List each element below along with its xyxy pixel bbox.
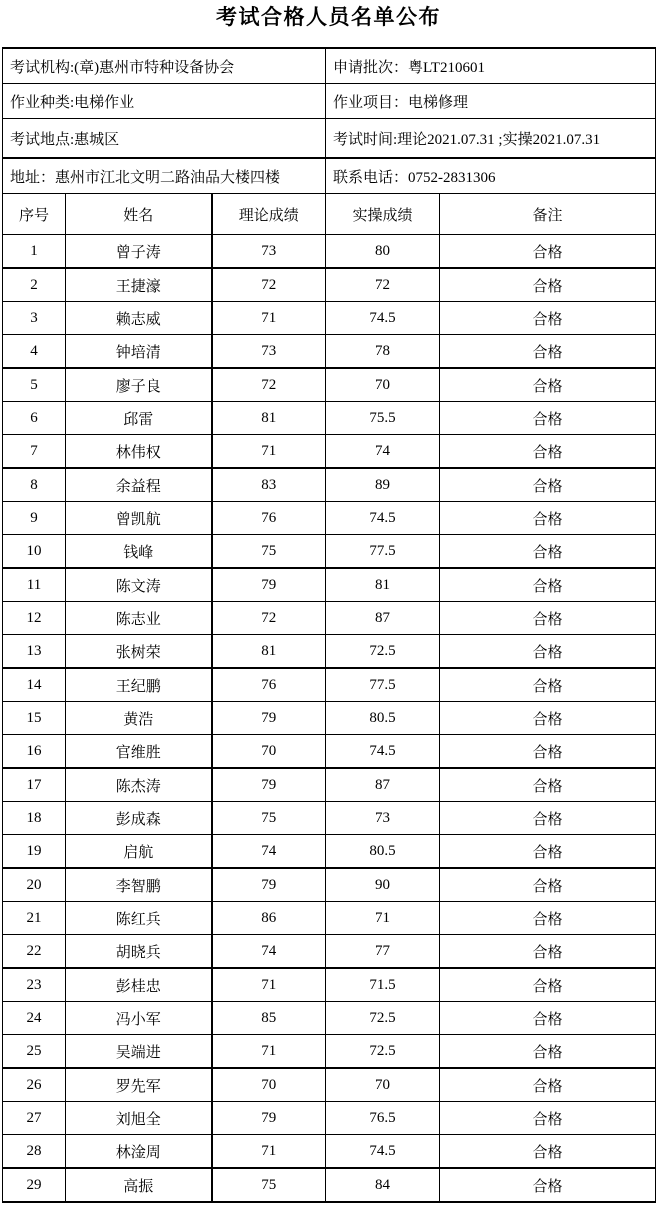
cell-index: 12 (3, 602, 66, 635)
cell-index: 20 (3, 868, 66, 902)
cell-name: 廖子良 (66, 368, 212, 402)
cell-index: 18 (3, 802, 66, 835)
cell-index: 9 (3, 502, 66, 535)
cell-remark: 合格 (440, 535, 656, 569)
cell-theory-score: 81 (212, 402, 326, 435)
results-table (2, 47, 656, 1203)
table-row (3, 535, 656, 569)
cell-theory-score: 79 (212, 1102, 326, 1135)
cell-index: 4 (3, 335, 66, 369)
cell-practical-score: 90 (326, 868, 440, 902)
cell-index: 2 (3, 268, 66, 302)
page-title: 考试合格人员名单公布 (216, 5, 441, 29)
header-theory-score: 理论成绩 (212, 194, 326, 235)
cell-theory-score: 75 (212, 802, 326, 835)
cell-theory-score: 73 (212, 235, 326, 269)
table-row (3, 735, 656, 769)
cell-theory-score: 76 (212, 668, 326, 702)
table-row (3, 602, 656, 635)
cell-index: 22 (3, 935, 66, 969)
table-row (3, 802, 656, 835)
cell-practical-score: 77 (326, 935, 440, 969)
cell-practical-score: 74.5 (326, 502, 440, 535)
cell-theory-score: 72 (212, 368, 326, 402)
cell-name: 邱雷 (66, 402, 212, 435)
cell-theory-score: 79 (212, 568, 326, 602)
cell-practical-score: 71 (326, 902, 440, 935)
cell-remark: 合格 (440, 1168, 656, 1202)
cell-index: 8 (3, 468, 66, 502)
table-row (3, 935, 656, 969)
table-row (3, 368, 656, 402)
cell-theory-score: 74 (212, 935, 326, 969)
cell-name: 官维胜 (66, 735, 212, 769)
table-row (3, 1102, 656, 1135)
cell-name: 启航 (66, 835, 212, 869)
cell-index: 13 (3, 635, 66, 669)
cell-name: 陈志业 (66, 602, 212, 635)
cell-index: 5 (3, 368, 66, 402)
cell-index: 1 (3, 235, 66, 269)
cell-theory-score: 73 (212, 335, 326, 369)
cell-name: 钱峰 (66, 535, 212, 569)
cell-practical-score: 72.5 (326, 1002, 440, 1035)
info-row (3, 119, 656, 159)
header-remark: 备注 (440, 194, 656, 235)
info-cell-right: 作业项目：电梯修理 (326, 84, 656, 119)
cell-remark: 合格 (440, 268, 656, 302)
cell-theory-score: 76 (212, 502, 326, 535)
cell-name: 冯小军 (66, 1002, 212, 1035)
cell-name: 赖志威 (66, 302, 212, 335)
table-row (3, 635, 656, 669)
cell-index: 29 (3, 1168, 66, 1202)
cell-remark: 合格 (440, 402, 656, 435)
cell-practical-score: 78 (326, 335, 440, 369)
cell-theory-score: 70 (212, 735, 326, 769)
cell-theory-score: 71 (212, 435, 326, 469)
cell-remark: 合格 (440, 935, 656, 969)
table-row (3, 235, 656, 269)
cell-name: 彭成森 (66, 802, 212, 835)
cell-theory-score: 72 (212, 268, 326, 302)
info-cell-right: 考试时间:理论2021.07.31 ;实操2021.07.31 (326, 119, 656, 159)
cell-theory-score: 83 (212, 468, 326, 502)
table-row (3, 702, 656, 735)
cell-name: 刘旭全 (66, 1102, 212, 1135)
cell-theory-score: 70 (212, 1068, 326, 1102)
cell-name: 吴端进 (66, 1035, 212, 1069)
cell-name: 王纪鹏 (66, 668, 212, 702)
cell-practical-score: 73 (326, 802, 440, 835)
cell-remark: 合格 (440, 602, 656, 635)
cell-practical-score: 77.5 (326, 535, 440, 569)
cell-name: 陈文涛 (66, 568, 212, 602)
cell-remark: 合格 (440, 568, 656, 602)
info-cell-left: 地址：惠州市江北文明二路油品大楼四楼 (3, 158, 326, 194)
table-row (3, 402, 656, 435)
cell-practical-score: 77.5 (326, 668, 440, 702)
cell-practical-score: 70 (326, 1068, 440, 1102)
cell-index: 26 (3, 1068, 66, 1102)
cell-name: 张树荣 (66, 635, 212, 669)
cell-practical-score: 80 (326, 235, 440, 269)
cell-remark: 合格 (440, 1068, 656, 1102)
cell-name: 陈杰涛 (66, 768, 212, 802)
cell-practical-score: 76.5 (326, 1102, 440, 1135)
cell-name: 李智鹏 (66, 868, 212, 902)
cell-index: 3 (3, 302, 66, 335)
cell-remark: 合格 (440, 968, 656, 1002)
cell-theory-score: 75 (212, 1168, 326, 1202)
cell-index: 11 (3, 568, 66, 602)
cell-index: 27 (3, 1102, 66, 1135)
cell-practical-score: 84 (326, 1168, 440, 1202)
cell-name: 王捷濠 (66, 268, 212, 302)
cell-remark: 合格 (440, 868, 656, 902)
cell-name: 彭桂忠 (66, 968, 212, 1002)
cell-index: 25 (3, 1035, 66, 1069)
table-row (3, 268, 656, 302)
cell-remark: 合格 (440, 435, 656, 469)
table-row (3, 568, 656, 602)
cell-theory-score: 85 (212, 1002, 326, 1035)
cell-theory-score: 79 (212, 702, 326, 735)
cell-remark: 合格 (440, 802, 656, 835)
cell-index: 19 (3, 835, 66, 869)
cell-remark: 合格 (440, 668, 656, 702)
cell-practical-score: 72.5 (326, 635, 440, 669)
cell-practical-score: 80.5 (326, 702, 440, 735)
info-section (3, 48, 656, 194)
info-cell-left: 考试地点:惠城区 (3, 119, 326, 159)
cell-name: 高振 (66, 1168, 212, 1202)
info-row (3, 48, 656, 84)
cell-practical-score: 72.5 (326, 1035, 440, 1069)
cell-practical-score: 81 (326, 568, 440, 602)
cell-name: 胡晓兵 (66, 935, 212, 969)
cell-theory-score: 79 (212, 868, 326, 902)
cell-remark: 合格 (440, 735, 656, 769)
table-row (3, 502, 656, 535)
cell-index: 14 (3, 668, 66, 702)
cell-remark: 合格 (440, 335, 656, 369)
info-cell-right: 申请批次：粤LT210601 (326, 48, 656, 84)
cell-theory-score: 86 (212, 902, 326, 935)
score-grid (3, 194, 656, 1203)
info-row (3, 84, 656, 119)
cell-theory-score: 72 (212, 602, 326, 635)
cell-practical-score: 74.5 (326, 735, 440, 769)
header-index: 序号 (3, 194, 66, 235)
cell-name: 陈红兵 (66, 902, 212, 935)
info-row (3, 158, 656, 194)
cell-remark: 合格 (440, 768, 656, 802)
cell-name: 余益程 (66, 468, 212, 502)
cell-practical-score: 72 (326, 268, 440, 302)
cell-theory-score: 71 (212, 302, 326, 335)
cell-name: 曾凯航 (66, 502, 212, 535)
table-row (3, 1002, 656, 1035)
cell-theory-score: 71 (212, 1035, 326, 1069)
table-row (3, 1168, 656, 1202)
cell-remark: 合格 (440, 1035, 656, 1069)
table-row (3, 435, 656, 469)
cell-practical-score: 75.5 (326, 402, 440, 435)
table-row (3, 335, 656, 369)
cell-practical-score: 74.5 (326, 1135, 440, 1169)
table-row (3, 902, 656, 935)
cell-remark: 合格 (440, 702, 656, 735)
table-row (3, 468, 656, 502)
table-row (3, 1035, 656, 1069)
cell-practical-score: 74 (326, 435, 440, 469)
cell-remark: 合格 (440, 902, 656, 935)
cell-index: 15 (3, 702, 66, 735)
table-row (3, 768, 656, 802)
cell-index: 24 (3, 1002, 66, 1035)
cell-theory-score: 71 (212, 1135, 326, 1169)
cell-remark: 合格 (440, 1135, 656, 1169)
cell-theory-score: 74 (212, 835, 326, 869)
cell-theory-score: 71 (212, 968, 326, 1002)
table-row (3, 968, 656, 1002)
cell-index: 28 (3, 1135, 66, 1169)
cell-name: 林伟权 (66, 435, 212, 469)
table-row (3, 302, 656, 335)
cell-practical-score: 71.5 (326, 968, 440, 1002)
cell-name: 钟培清 (66, 335, 212, 369)
table-row (3, 1135, 656, 1169)
info-cell-left: 作业种类:电梯作业 (3, 84, 326, 119)
cell-index: 23 (3, 968, 66, 1002)
cell-practical-score: 87 (326, 602, 440, 635)
cell-index: 17 (3, 768, 66, 802)
cell-remark: 合格 (440, 502, 656, 535)
cell-index: 7 (3, 435, 66, 469)
cell-remark: 合格 (440, 235, 656, 269)
cell-remark: 合格 (440, 302, 656, 335)
cell-name: 林淦周 (66, 1135, 212, 1169)
cell-remark: 合格 (440, 1002, 656, 1035)
table-row (3, 868, 656, 902)
table-row (3, 668, 656, 702)
info-cell-right: 联系电话：0752-2831306 (326, 158, 656, 194)
cell-name: 曾子涛 (66, 235, 212, 269)
cell-index: 6 (3, 402, 66, 435)
cell-remark: 合格 (440, 835, 656, 869)
cell-remark: 合格 (440, 635, 656, 669)
cell-practical-score: 89 (326, 468, 440, 502)
cell-index: 16 (3, 735, 66, 769)
table-row (3, 835, 656, 869)
info-cell-left: 考试机构:(章)惠州市特种设备协会 (3, 48, 326, 84)
cell-remark: 合格 (440, 468, 656, 502)
cell-name: 罗先军 (66, 1068, 212, 1102)
cell-remark: 合格 (440, 1102, 656, 1135)
cell-practical-score: 74.5 (326, 302, 440, 335)
cell-theory-score: 79 (212, 768, 326, 802)
cell-practical-score: 87 (326, 768, 440, 802)
cell-practical-score: 70 (326, 368, 440, 402)
cell-theory-score: 81 (212, 635, 326, 669)
cell-practical-score: 80.5 (326, 835, 440, 869)
cell-theory-score: 75 (212, 535, 326, 569)
cell-remark: 合格 (440, 368, 656, 402)
table-header-row (3, 194, 656, 235)
table-row (3, 1068, 656, 1102)
header-name: 姓名 (66, 194, 212, 235)
cell-index: 21 (3, 902, 66, 935)
header-practical-score: 实操成绩 (326, 194, 440, 235)
cell-name: 黄浩 (66, 702, 212, 735)
cell-index: 10 (3, 535, 66, 569)
